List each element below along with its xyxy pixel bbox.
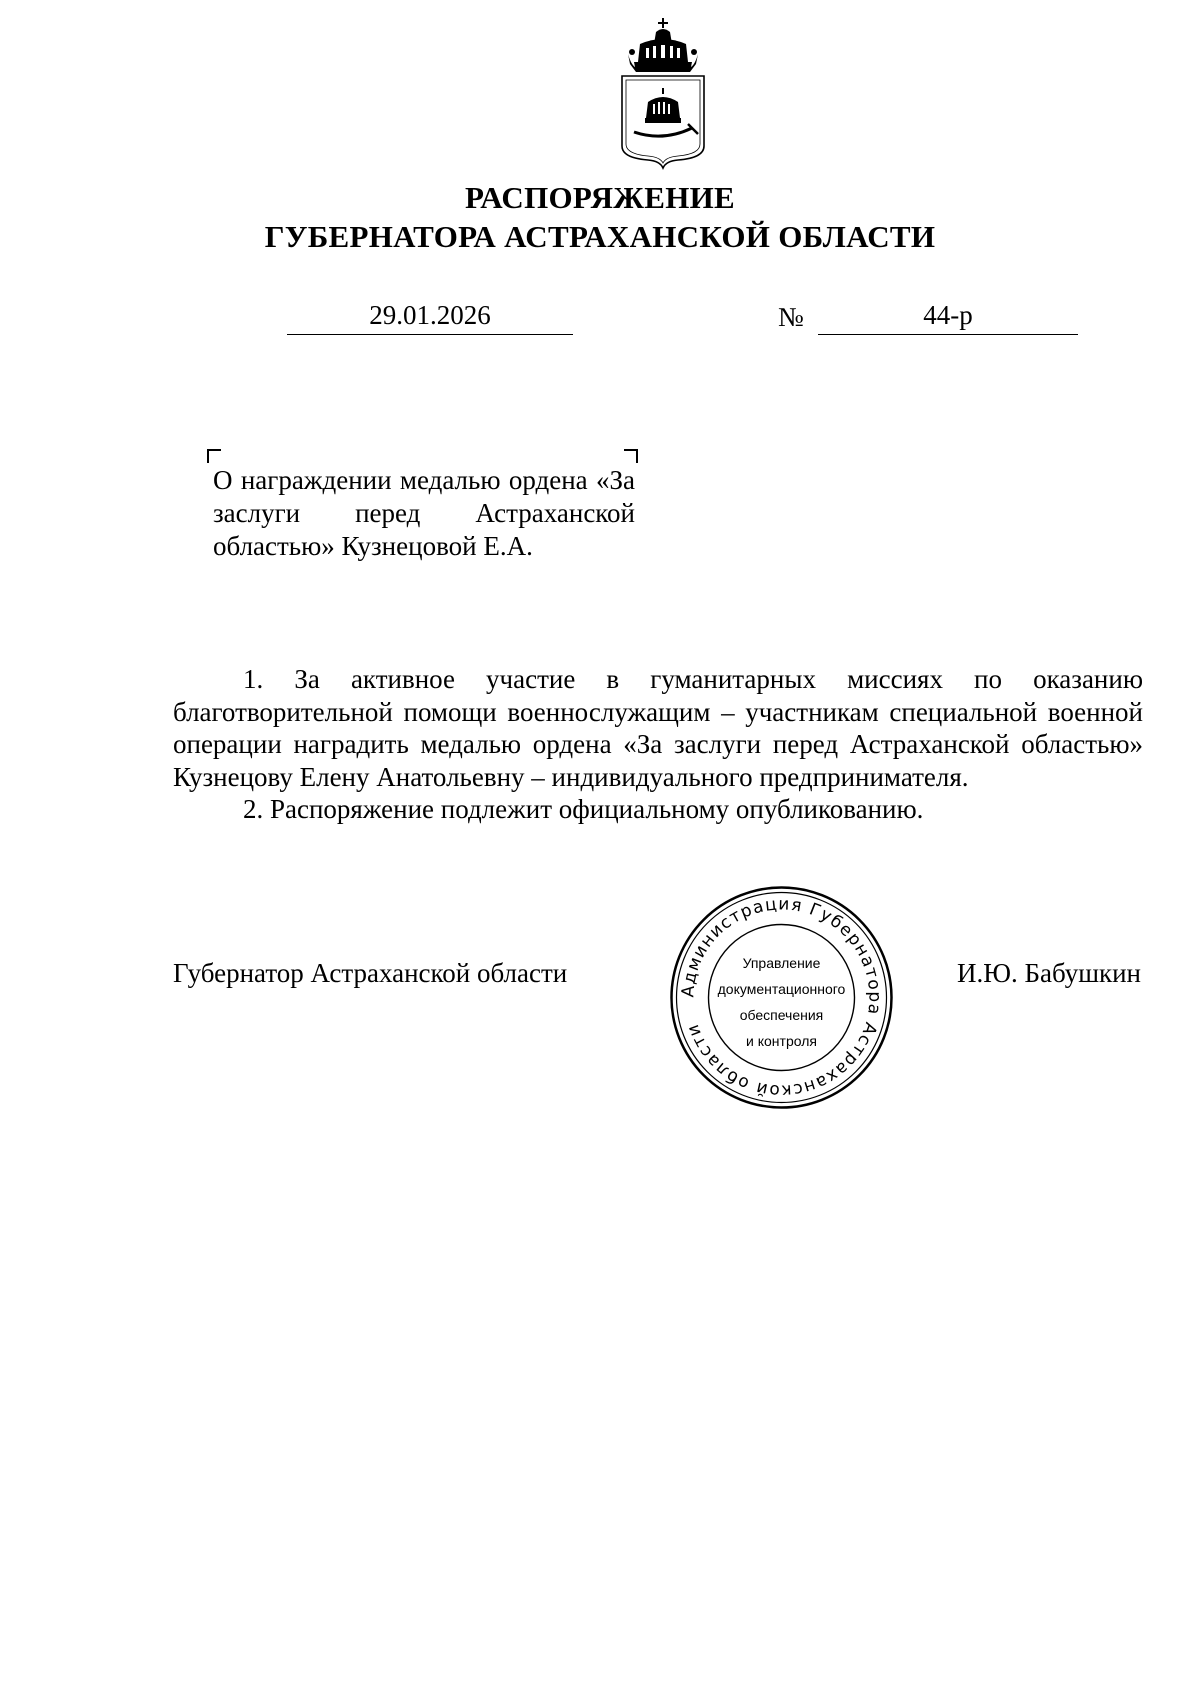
document-title-line-1: РАСПОРЯЖЕНИЕ: [464, 180, 736, 215]
svg-text:Администрация Губернатора Астр: [678, 894, 884, 1100]
paragraph-2: 2. Распоряжение подлежит официальному опубликованию.: [243, 794, 924, 824]
stamp-center-line-2: документационного: [717, 981, 846, 997]
subject-corner-left: [207, 449, 221, 463]
subject-corner-right: [624, 449, 638, 463]
number-sign: №: [778, 302, 804, 332]
stamp-center-line-1: Управление: [742, 955, 821, 971]
coat-of-arms-icon: [618, 18, 708, 172]
official-stamp-icon: [669, 885, 894, 1110]
stamp-center-line-3: обеспечения: [739, 1007, 824, 1023]
document-date: 29.01.2026: [287, 300, 573, 335]
document-subject: О награждении медалью ордена «За заслуги перед Астраханской областью» Кузнецовой Е.А.: [213, 465, 635, 561]
stamp-center-line-4: и контроля: [746, 1033, 817, 1049]
paragraph-1: 1. За активное участие в гуманитарных миссиях по оказанию благотворительной помощи военнослужащим – участникам специальной военной операции наградить медалью ордена «За заслуги перед Астраханской областью» Кузнецову Елену Анатольевну – индивидуального предпринимателя.: [173, 664, 1143, 792]
signer-position: Губернатор Астраханской области: [173, 958, 568, 988]
document-number: 44-р: [818, 300, 1078, 335]
document-body: [173, 663, 1143, 826]
stamp-ring-text: Администрация Губернатора Астраханской области: [678, 894, 885, 1101]
document-title-line-2: ГУБЕРНАТОРА АСТРАХАНСКОЙ ОБЛАСТИ: [264, 219, 936, 254]
signer-name: И.Ю. Бабушкин: [957, 958, 1142, 988]
